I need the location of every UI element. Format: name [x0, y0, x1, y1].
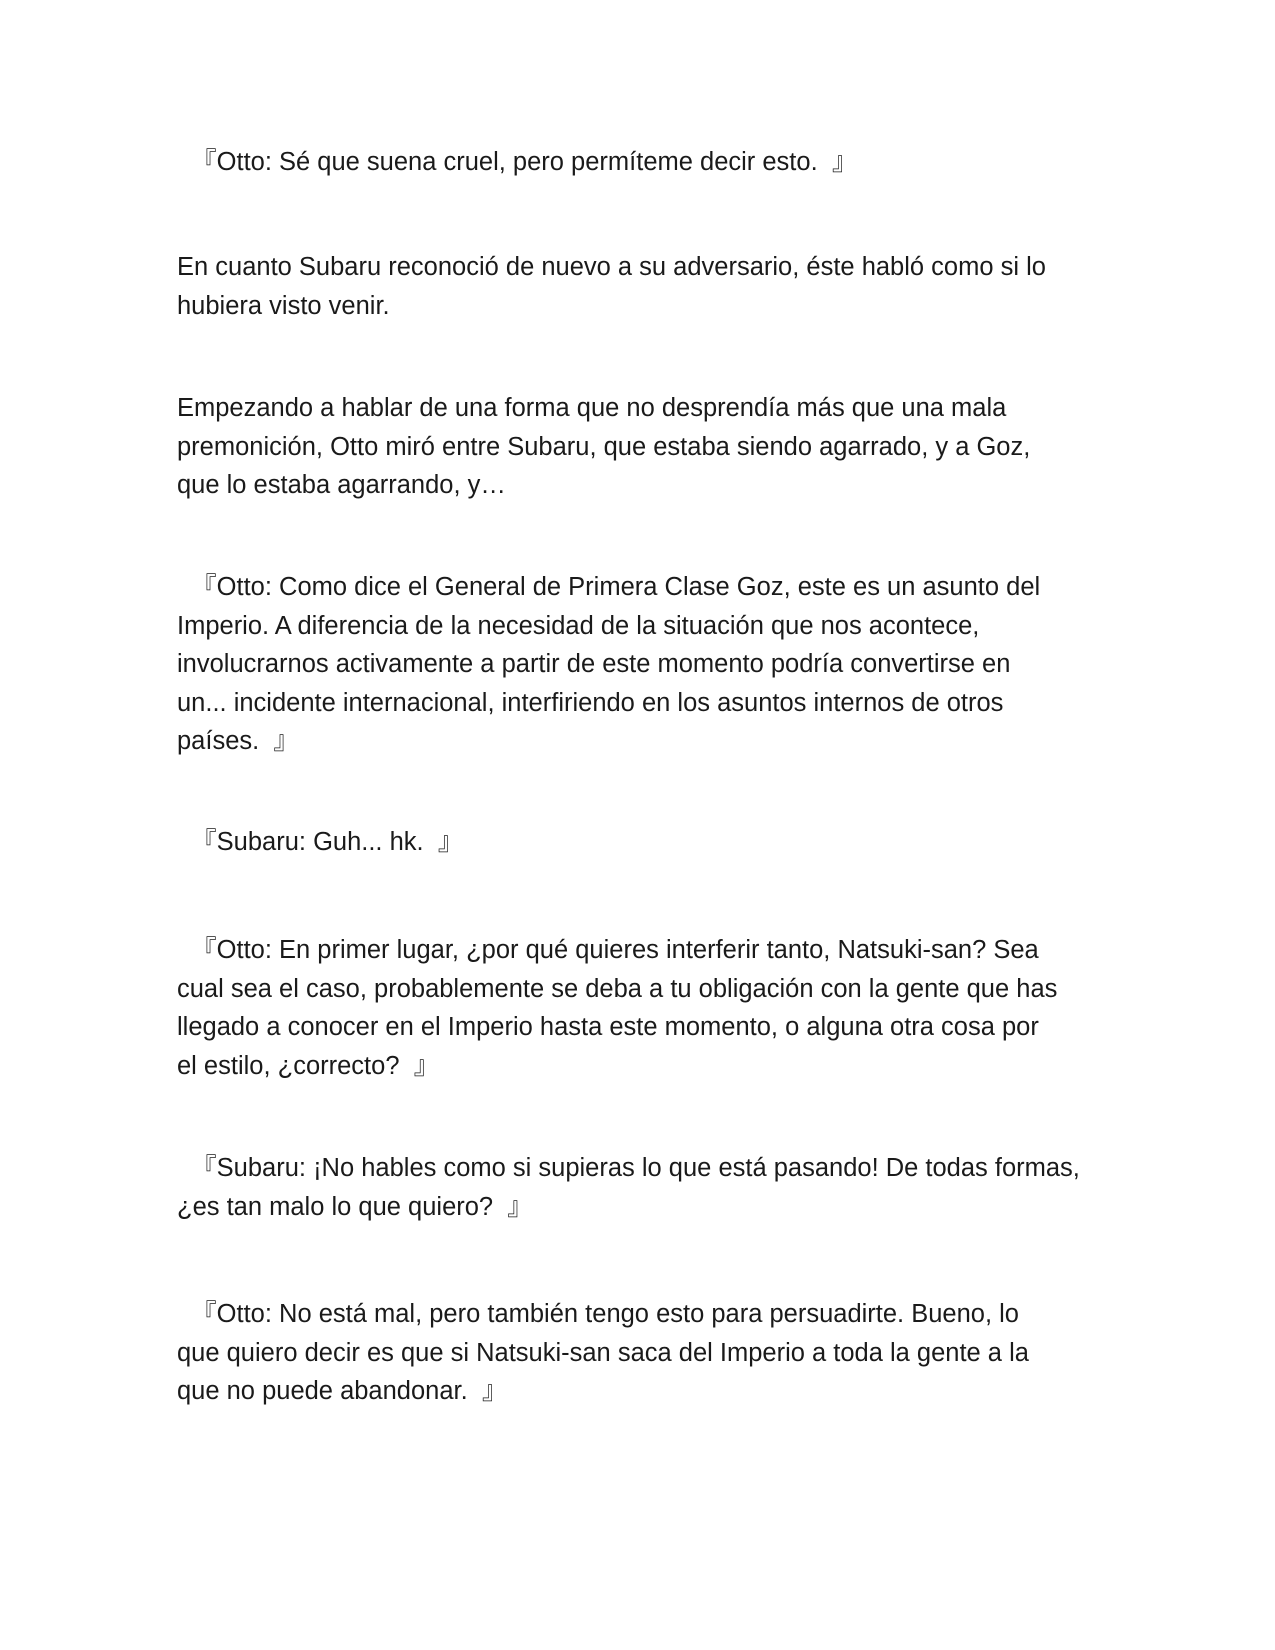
text-line: Empezando a hablar de una forma que no desprendía más que una mala	[177, 394, 1007, 422]
dialogue-subaru-2	[177, 1149, 1107, 1226]
text-line: 『Otto: Sé que suena cruel, pero permíteme decir esto. 』	[177, 148, 858, 176]
narration-paragraph-1	[177, 248, 1107, 325]
text-line: llegado a conocer en el Imperio hasta este momento, o alguna otra cosa por	[177, 1013, 1039, 1041]
text-line: que no puede abandonar. 』	[177, 1377, 508, 1405]
text-line: cual sea el caso, probablemente se deba a tu obligación con la gente que has	[177, 974, 1058, 1003]
dialogue-subaru-1	[177, 823, 1107, 862]
text-line: hubiera visto venir.	[177, 291, 390, 320]
text-line: países. 』	[177, 727, 299, 755]
dialogue-otto-2	[177, 568, 1107, 761]
dialogue-otto-1	[177, 143, 1107, 182]
text-line: 『Subaru: Guh... hk. 』	[177, 828, 464, 856]
text-line: premonición, Otto miró entre Subaru, que estaba siendo agarrado, y a Goz,	[177, 432, 1031, 461]
text-line: ¿es tan malo lo que quiero? 』	[177, 1192, 533, 1221]
text-line: Imperio. A diferencia de la necesidad de la situación que nos acontece,	[177, 611, 980, 640]
text-line: 『Otto: En primer lugar, ¿por qué quieres interferir tanto, Natsuki-san? Sea	[177, 936, 1039, 964]
text-line: el estilo, ¿correcto? 』	[177, 1051, 440, 1080]
narration-paragraph-2	[177, 389, 1107, 505]
text-line: 『Otto: Como dice el General de Primera Clase Goz, este es un asunto del	[177, 573, 1041, 601]
text-line: involucrarnos activamente a partir de este momento podría convertirse en	[177, 650, 1011, 678]
text-line: En cuanto Subaru reconoció de nuevo a su adversario, éste habló como si lo	[177, 253, 1046, 281]
text-line: que quiero decir es que si Natsuki-san saca del Imperio a toda la gente a la	[177, 1338, 1029, 1367]
text-line: 『Subaru: ¡No hables como si supieras lo que está pasando! De todas formas,	[177, 1154, 1080, 1182]
dialogue-otto-4	[177, 1295, 1107, 1411]
text-line: un... incidente internacional, interfiriendo en los asuntos internos de otros	[177, 688, 1004, 717]
text-line: que lo estaba agarrando, y…	[177, 471, 506, 499]
text-line: 『Otto: No está mal, pero también tengo esto para persuadirte. Bueno, lo	[177, 1300, 1019, 1328]
dialogue-otto-3	[177, 931, 1107, 1085]
